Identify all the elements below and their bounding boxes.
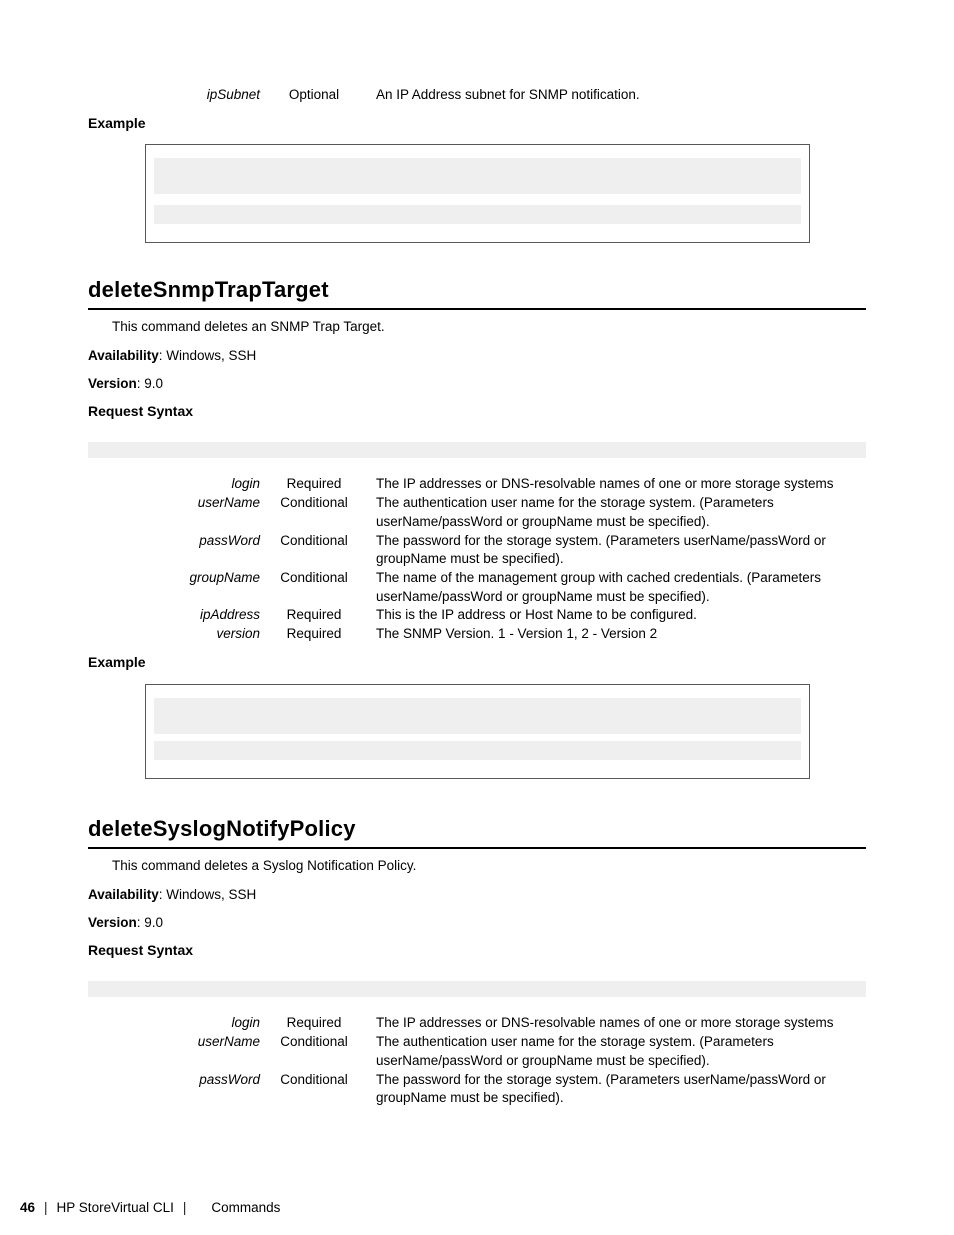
availability-value: : Windows, SSH [158,887,257,903]
page-number: 46 [20,1200,36,1215]
example-code-box [145,144,810,243]
param-requirement: Required [286,476,342,492]
param-requirement: Conditional [280,495,348,511]
code-placeholder-line [154,205,801,224]
param-name: userName [197,1034,260,1050]
param-requirement: Conditional [280,1071,348,1087]
param-requirement: Conditional [280,532,348,548]
param-table [88,1014,866,1108]
param-name: groupName [189,569,260,585]
param-requirement: Required [286,626,342,642]
code-placeholder-line [154,698,801,734]
param-description: The password for the storage system. (Parameters userName/passWord or groupName must be specified). [376,1071,826,1106]
param-description: The SNMP Version. 1 - Version 1, 2 - Version 2 [376,626,658,642]
version-line [88,375,866,392]
request-syntax-heading: Request Syntax [88,942,194,959]
param-requirement: Optional [288,87,340,102]
footer-separator: | [182,1200,187,1215]
param-table [88,475,866,643]
version-label: Version [88,915,137,931]
section-summary: This command deletes a Syslog Notification Policy. [112,857,417,873]
param-requirement: Required [286,1015,342,1031]
param-name: userName [197,495,260,511]
param-name: ipAddress [199,607,260,623]
param-name: login [231,476,260,492]
version-value: : 9.0 [136,915,164,931]
param-description: The authentication user name for the storage system. (Parameters userName/passWord or groupName must be specified). [376,1034,774,1068]
footer-product-name: HP StoreVirtual CLI [56,1200,174,1215]
param-name: login [231,1015,260,1031]
code-placeholder-line [154,158,801,194]
availability-label: Availability [88,887,159,903]
param-name: passWord [199,1071,260,1087]
section-title-deletesyslognotifypolicy: deleteSyslogNotifyPolicy [88,816,866,849]
availability-label: Availability [88,348,159,364]
page-footer [20,1199,280,1216]
param-name: version [216,626,260,642]
param-name: passWord [199,532,260,548]
example-heading: Example [88,114,146,131]
section-title-deletesnmptraptarget: deleteSnmpTrapTarget [88,277,866,310]
code-placeholder-line [154,741,801,760]
section-summary: This command deletes an SNMP Trap Target. [112,318,385,334]
param-description: The authentication user name for the storage system. (Parameters userName/passWord or groupName must be specified). [376,495,774,529]
request-syntax-placeholder [88,442,866,458]
param-description: The password for the storage system. (Parameters userName/passWord or groupName must be specified). [376,532,826,567]
param-description: The IP addresses or DNS-resolvable names of one or more storage systems [376,476,834,492]
param-requirement: Required [286,607,342,623]
footer-separator: | [44,1200,48,1215]
version-value: : 9.0 [136,376,164,392]
example-heading: Example [88,653,146,670]
param-description: The name of the management group with cached credentials. (Parameters userName/passWord or groupName must be specified). [376,569,821,604]
footer-chapter-name: Commands [211,1200,281,1215]
availability-value: : Windows, SSH [158,348,257,364]
example-code-box [145,684,810,779]
version-label: Version [88,376,137,392]
param-name: ipSubnet [206,87,260,102]
version-line [88,914,866,931]
param-description: This is the IP address or Host Name to be configured. [376,607,697,623]
param-requirement: Conditional [280,1034,348,1050]
param-requirement: Conditional [280,569,348,585]
previous-command-param-table [88,86,866,105]
request-syntax-placeholder [88,981,866,997]
param-description: The IP addresses or DNS-resolvable names of one or more storage systems [376,1015,834,1031]
availability-line [88,886,866,903]
availability-line [88,347,866,364]
param-description: An IP Address subnet for SNMP notification. [376,87,640,102]
request-syntax-heading: Request Syntax [88,403,194,420]
